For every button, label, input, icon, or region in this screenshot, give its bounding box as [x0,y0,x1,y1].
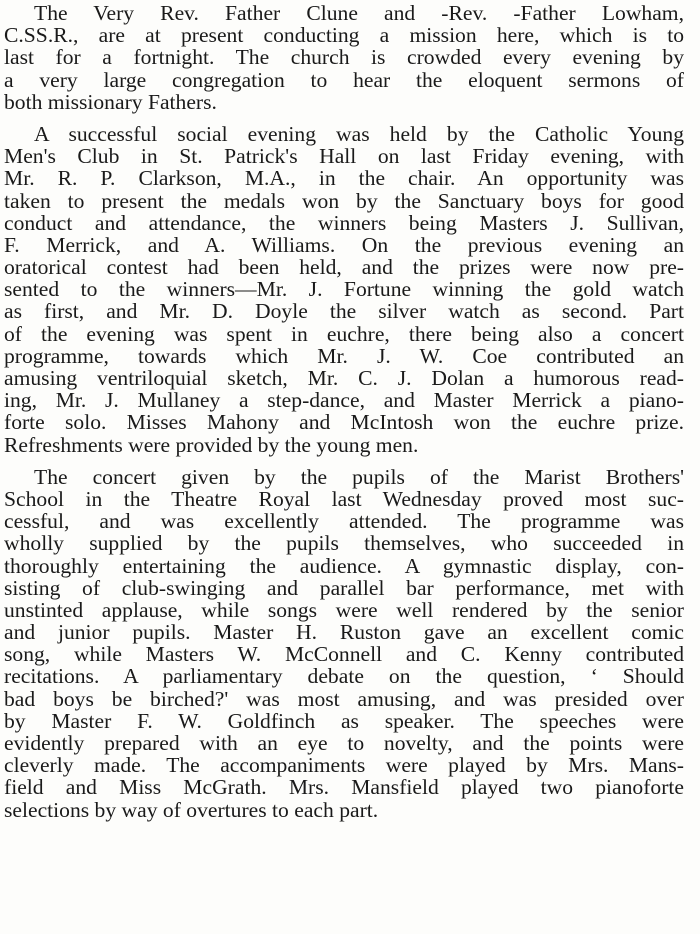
text-line: conduct and attendance, the winners being Masters J. Sullivan, [4,210,684,235]
text-line: and junior pupils. Master H. Ruston gave an excellent comic [4,620,684,645]
text-line: ing, Mr. J. Mullaney a step-dance, and Master Merrick a piano- [4,388,684,413]
text-line: field and Miss McGrath. Mrs. Mansfield played two pianoforte [4,775,684,800]
text-line: A successful social evening was held by the Catholic Young [34,121,684,146]
text-line: sisting of club-swinging and parallel bar performance, met with [4,575,684,600]
text-line: of the evening was spent in euchre, there being also a concert [4,321,684,346]
text-line: unstinted applause, while songs were well rendered by the senior [4,597,684,622]
text-line: The concert given by the pupils of the Marist Brothers' [34,464,684,489]
paragraph-mission [4,2,684,113]
text-line: School in the Theatre Royal last Wednesday proved most suc- [4,486,684,511]
text-line: both missionary Fathers. [4,89,217,114]
text-line: F. Merrick, and A. Williams. On the previous evening an [4,232,684,257]
text-line: thoroughly entertaining the audience. A gymnastic display, con- [4,553,684,578]
text-line: by Master F. W. Goldfinch as speaker. The speeches were [4,708,684,733]
text-line: evidently prepared with an eye to novelty, and the points were [4,731,684,755]
text-line: The Very Rev. Father Clune and -Rev. -Father Lowham, [34,1,684,25]
text-line: C.SS.R., are at present conducting a mission here, which is to [4,23,684,48]
text-line: cessful, and was excellently attended. The programme was [4,509,684,534]
text-line: Mr. R. P. Clarkson, M.A., in the chair. An opportunity was [4,166,684,191]
text-line: bad boys be birched?' was most amusing, and was presided over [4,686,684,711]
text-line: Men's Club in St. Patrick's Hall on last Friday evening, with [4,144,684,169]
text-line: forte solo. Misses Mahony and McIntosh won the euchre prize. [4,410,684,435]
text-line: selections by way of overtures to each part. [4,797,379,822]
text-line: taken to present the medals won by the Sanctuary boys for good [4,188,684,213]
text-line: cleverly made. The accompaniments were played by Mrs. Mans- [4,753,684,778]
text-line: programme, towards which Mr. J. W. Coe contributed an [4,343,684,368]
text-line: Refreshments were provided by the young men. [4,432,419,457]
text-line: a very large congregation to hear the eloquent sermons of [4,67,684,92]
text-line: as first, and Mr. D. Doyle the silver watch as second. Part [4,299,684,324]
text-line: oratorical contest had been held, and the prizes were now pre- [4,255,684,280]
text-line: amusing ventriloquial sketch, Mr. C. J. Dolan a humorous read- [4,366,684,390]
paragraph-concert [4,466,684,821]
text-line: last for a fortnight. The church is crowded every evening by [4,45,684,70]
text-line: song, while Masters W. McConnell and C. Kenny contributed [4,642,684,667]
text-line: recitations. A parliamentary debate on the question, ‘ Should [4,664,684,689]
text-line: wholly supplied by the pupils themselves, who succeeded in [4,531,684,556]
text-line: sented to the winners—Mr. J. Fortune winning the gold watch [4,277,684,302]
paragraph-social-evening [4,123,684,456]
